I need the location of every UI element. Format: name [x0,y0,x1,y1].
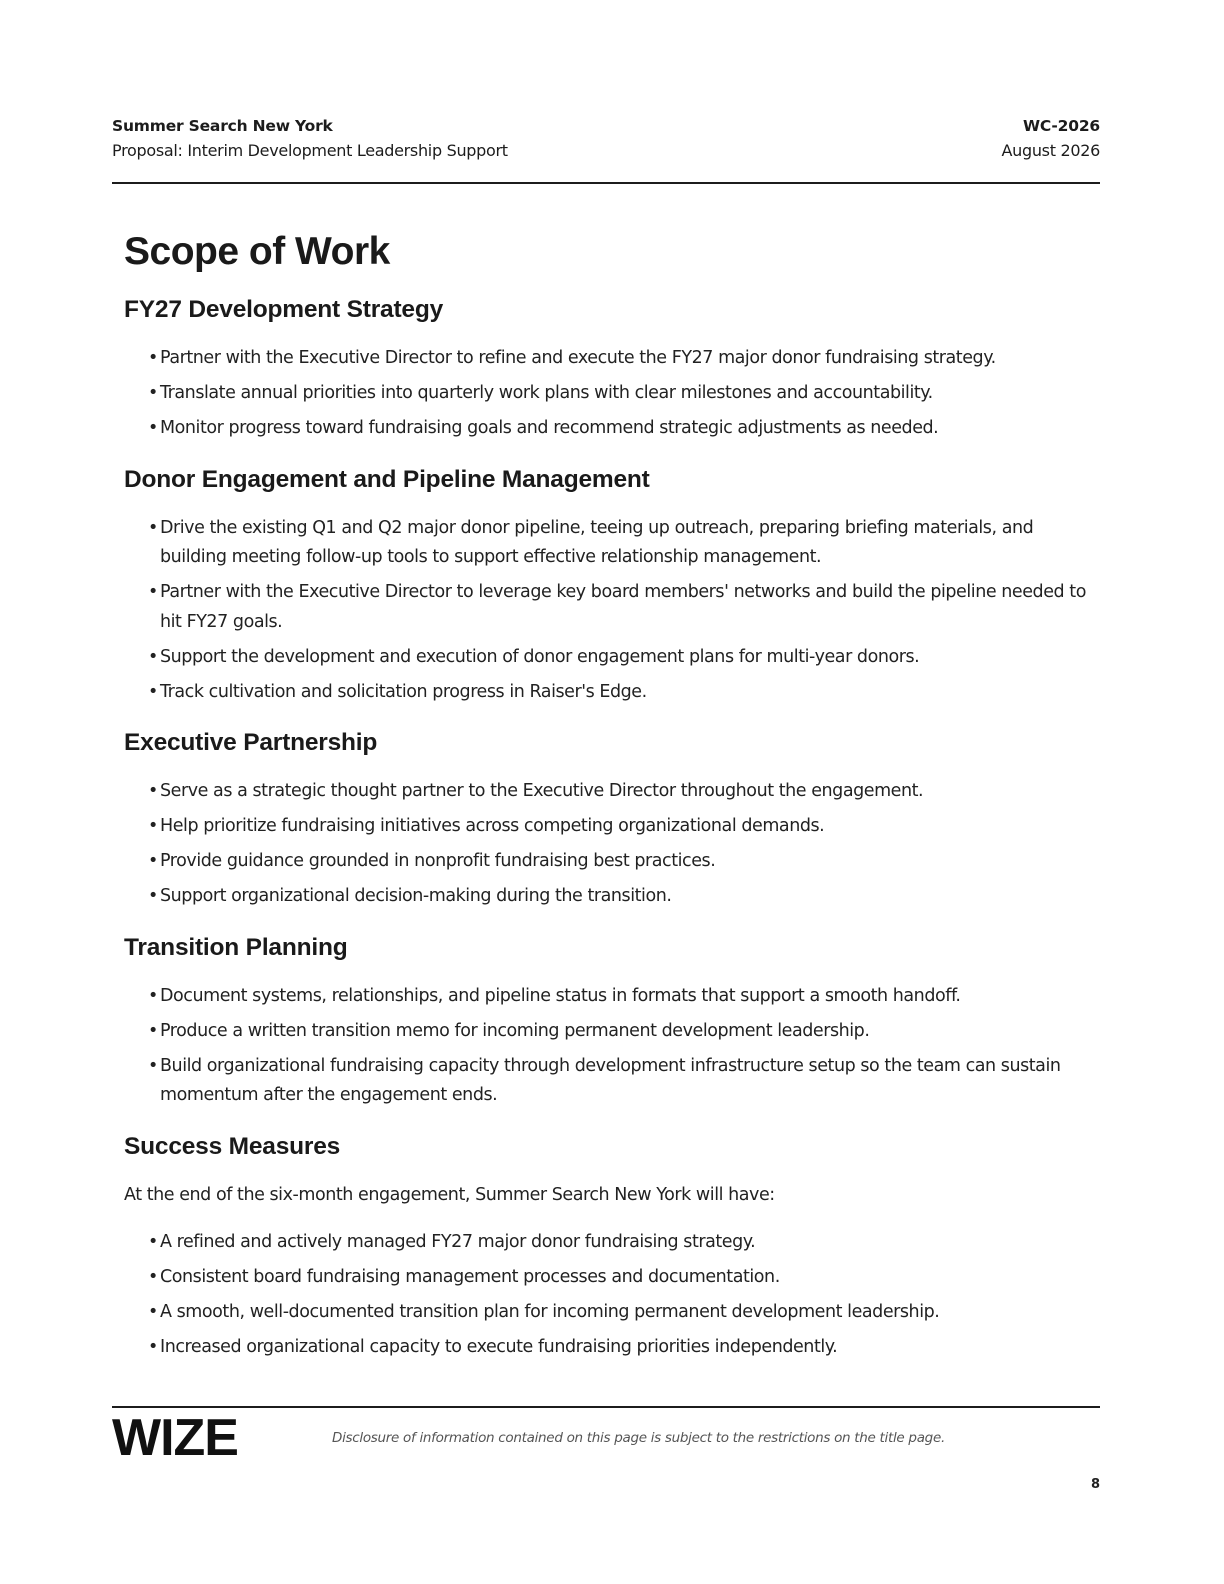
executive-partnership-list [124,777,1100,912]
list-item: • Increased organizational capacity to execute fundraising priorities independently. [148,1333,1100,1363]
page-number: 8 [1090,1477,1100,1492]
list-item: • Serve as a strategic thought partner to the Executive Director throughout the engagement. [148,777,1100,807]
list-item: • Document systems, relationships, and pipeline status in formats that support a smooth handoff. [148,982,1100,1012]
success-measures-intro: At the end of the six-month engagement, Summer Search New York will have: [124,1184,775,1205]
list-item: • Build organizational fundraising capacity through development infrastructure setup so the team can sustain momentum after the engagement ends. [148,1052,1100,1111]
list-item: • Track cultivation and solicitation progress in Raiser's Edge. [148,678,1100,708]
section-heading-transition-planning: Transition Planning [124,933,348,961]
section-heading-donor-engagement: Donor Engagement and Pipeline Management [124,465,650,493]
wize-logo: WIZE [112,1409,238,1467]
footer-divider [112,1406,1100,1408]
proposal-title: Proposal: Interim Development Leadership Support [112,141,508,160]
list-item: • Consistent board fundraising management processes and documentation. [148,1263,1100,1293]
header-right [1002,114,1101,163]
section-heading-executive-partnership: Executive Partnership [124,729,378,756]
list-item: • Produce a written transition memo for incoming permanent development leadership. [148,1017,1100,1047]
fy27-strategy-list [124,344,1100,444]
donor-engagement-list [124,514,1100,708]
main-content [124,226,1100,1368]
transition-planning-list [124,982,1100,1111]
list-item: • Drive the existing Q1 and Q2 major donor pipeline, teeing up outreach, preparing briefing materials, and building meeting follow-up tools to support effective relationship management. [148,514,1100,573]
list-item: • Partner with the Executive Director to refine and execute the FY27 major donor fundraising strategy. [148,344,1100,374]
section-heading-success-measures: Success Measures [124,1132,341,1160]
organization-name: Summer Search New York [112,117,333,135]
list-item: • A refined and actively managed FY27 major donor fundraising strategy. [148,1228,1100,1258]
page-title: Scope of Work [124,230,390,273]
header-left [112,114,508,163]
document-id: WC-2026 [1022,117,1100,135]
document-date: August 2026 [1001,141,1100,160]
list-item: • Translate annual priorities into quarterly work plans with clear milestones and accountability. [148,379,1100,409]
footer-disclaimer: Disclosure of information contained on this page is subject to the restrictions on the title page. [332,1430,945,1446]
success-measures-list [124,1228,1100,1363]
section-heading-fy27-strategy: FY27 Development Strategy [124,296,444,323]
list-item: • Support organizational decision-making during the transition. [148,882,1100,912]
header-divider [112,182,1100,184]
list-item: • Monitor progress toward fundraising goals and recommend strategic adjustments as needed. [148,414,1100,444]
list-item: • Partner with the Executive Director to leverage key board members' networks and build the pipeline needed to hit FY27 goals. [148,578,1100,637]
list-item: • A smooth, well-documented transition plan for incoming permanent development leadership. [148,1298,1100,1328]
list-item: • Provide guidance grounded in nonprofit fundraising best practices. [148,847,1100,877]
page-header [112,114,1100,182]
list-item: • Support the development and execution of donor engagement plans for multi-year donors. [148,643,1100,673]
list-item: • Help prioritize fundraising initiatives across competing organizational demands. [148,812,1100,842]
